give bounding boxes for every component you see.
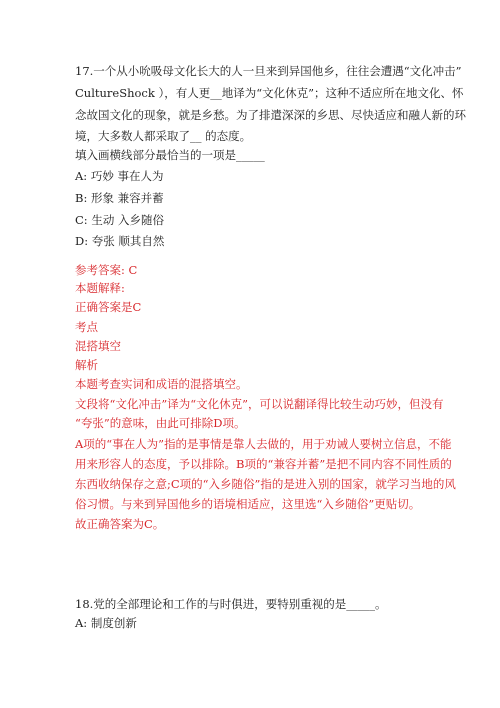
q17-option-c: C: 生动 入乡随俗	[75, 213, 164, 227]
q17-option-a: A: 巧妙 事在人为	[75, 169, 164, 183]
q17-option-d: D: 夸张 顺其自然	[75, 234, 165, 248]
q17-stem-line-4: 境，大多数人都采取了__ 的态度。	[75, 129, 252, 143]
explanation-line-3: “夸张”的意味，由此可排除D项。	[75, 416, 246, 430]
q17-stem-line-1: 17.一个从小吮吸母文化长大的人一旦来到异国他乡，往往会遭遇“文化冲击”	[75, 64, 462, 78]
q17-prompt: 填入画横线部分最恰当的一项是_____	[75, 148, 265, 162]
analysis-title: 本题解释:	[75, 281, 125, 295]
point-value: 混搭填空	[75, 339, 121, 353]
q17-stem-line-2: CultureShock ），有人更__地译为“文化休克”；这种不适应所在地文化、怀	[75, 86, 464, 100]
q17-stem-line-3: 念故国文化的现象，就是乡愁。为了排遣深深的乡思、尽快适应和融人新的环	[75, 108, 466, 122]
explanation-line-8: 故正确答案为C。	[75, 517, 165, 531]
explanation-line-6: 东西收纳保存之意;C项的“入乡随俗”指的是进入别的国家，就学习当地的风	[75, 477, 456, 491]
explanation-line-4: A项的“事在人为”指的是事情是靠人去做的，用于劝诫人要树立信息，不能	[75, 437, 452, 451]
correct-answer: 正确答案是C	[75, 300, 142, 314]
explanation-line-5: 用来形容人的态度，予以排除。B项的“兼容并蓄”是把不同内容不同性质的	[75, 457, 452, 471]
explanation-line-1: 本题考查实词和成语的混搭填空。	[75, 377, 248, 391]
explanation-line-7: 俗习惯。与来到异国他乡的语境相适应，这里选“入乡随俗”更贴切。	[75, 497, 421, 511]
q17-option-b: B: 形象 兼容并蓄	[75, 191, 164, 205]
reference-answer: 参考答案: C	[75, 263, 138, 277]
q18-option-a: A: 制度创新	[75, 616, 137, 630]
explanation-label: 解析	[75, 358, 98, 372]
explanation-line-2: 文段将“文化冲击”译为“文化休克”，可以说翻译得比较生动巧妙，但没有	[75, 397, 444, 411]
point-label: 考点	[75, 320, 98, 334]
q18-stem: 18.党的全部理论和工作的与时俱进，要特别重视的是_____。	[75, 597, 387, 611]
